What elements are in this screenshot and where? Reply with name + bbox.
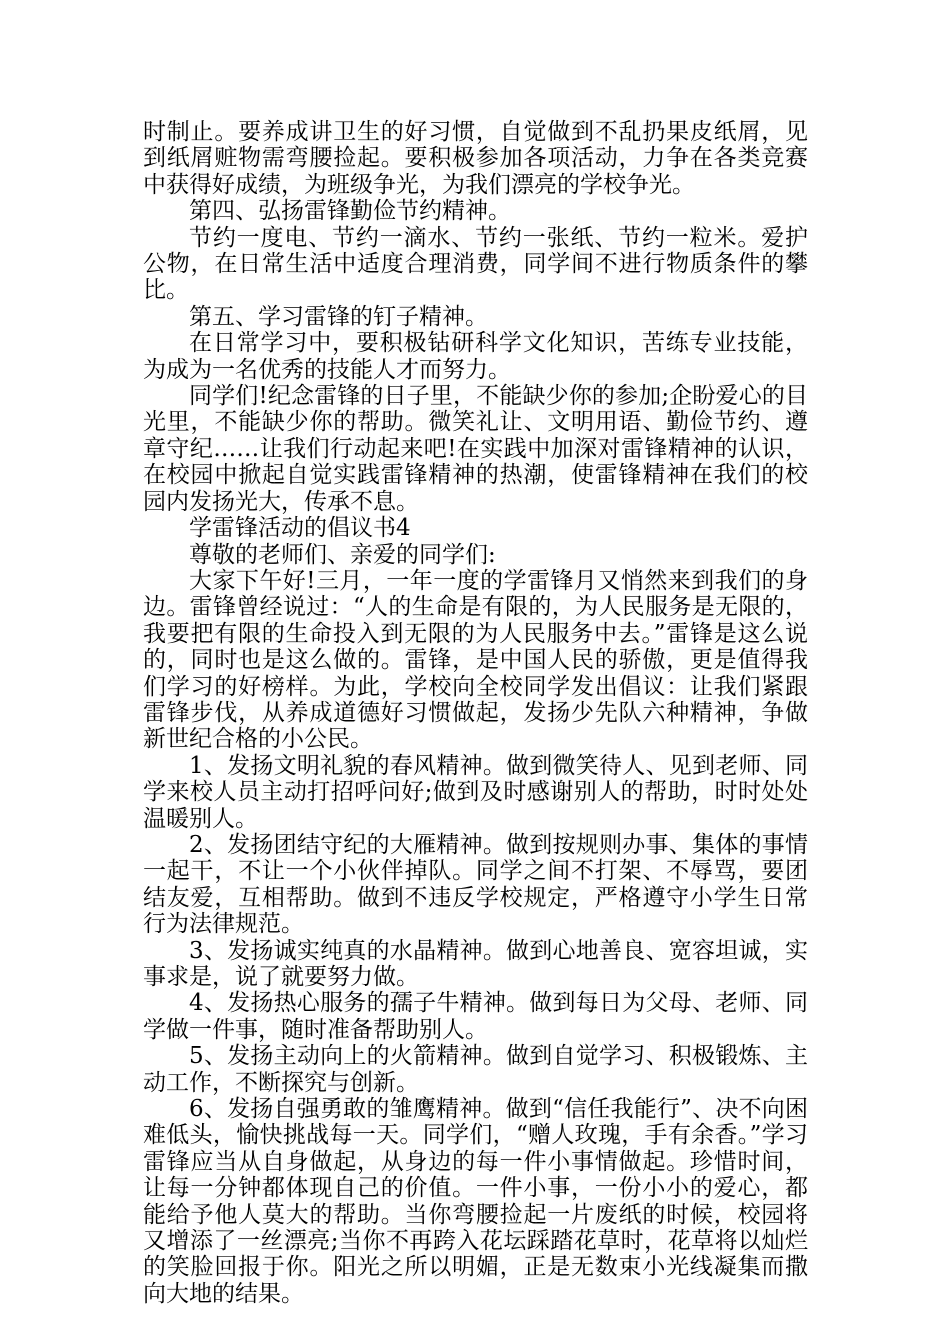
paragraph-intro: 大家下午好!三月，一年一度的学雷锋月又悄然来到我们的身边。雷锋曾经说过：“人的生命是有限的，为人民服务是无限的，我要把有限的生命投入到无限的为人民服务中去。”雷锋是这么说的，同时也是这么做的。雷锋，是中国人民的骄傲，更是值得我们学习的好榜样。为此，学校向全校同学发出倡议：让我们紧跟雷锋步伐，从养成道德好习惯做起，发扬少先队六种精神，争做新世纪合格的小公民。 — [143, 567, 808, 753]
heading-point-four: 第四、弘扬雷锋勤俭节约精神。 — [189, 198, 511, 225]
list-item-2: 2、发扬团结守纪的大雁精神。做到按规则办事、集体的事情一起干，不让一个小伙伴掉队。同学之间不打架、不辱骂，要团结友爱，互相帮助。做到不违反学校规定，严格遵守小学生日常行为法律规范。 — [143, 831, 808, 938]
list-item-3: 3、发扬诚实纯真的水晶精神。做到心地善良、宽容坦诚，实事求是，说了就要努力做。 — [143, 937, 808, 990]
salutation: 尊敬的老师们、亲爱的同学们: — [189, 541, 496, 568]
list-item-6: 6、发扬自强勇敢的雏鹰精神。做到“信任我能行”、决不向困难低头，愉快挑战每一天。同学们，“赠人玫瑰，手有余香。”学习雷锋应当从自身做起，从身边的每一件小事情做起。珍惜时间，让每一分钟都体现自己的价值。一件小事，一份小小的爱心，都能给予他人莫大的帮助。当你弯腰捡起一片废纸的时候，校园将又增添了一丝漂亮;当你不再跨入花坛踩踏花草时，花草将以灿烂的笑脸回报于你。阳光之所以明媚，正是无数束小光线凝集而撒向大地的结果。 — [143, 1096, 808, 1307]
paragraph-continuation: 时制止。要养成讲卫生的好习惯，自觉做到不乱扔果皮纸屑，见到纸屑赃物需弯腰捡起。要积极参加各项活动，力争在各类竞赛中获得好成绩，为班级争光，为我们漂亮的学校争光。 — [143, 119, 808, 198]
list-item-4: 4、发扬热心服务的孺子牛精神。做到每日为父母、老师、同学做一件事，随时准备帮助别人。 — [143, 990, 808, 1043]
paragraph-closing: 同学们!纪念雷锋的日子里，不能缺少你的参加;企盼爱心的目光里，不能缺少你的帮助。微笑礼让、文明用语、勤俭节约、遵章守纪……让我们行动起来吧!在实践中加深对雷锋精神的认识，在校园中掀起自觉实践雷锋精神的热潮，使雷锋精神在我们的校园内发扬光大，传承不息。 — [143, 383, 808, 515]
list-item-1: 1、发扬文明礼貌的春风精神。做到微笑待人、见到老师、同学来校人员主动打招呼问好;做到及时感谢别人的帮助，时时处处温暖别人。 — [143, 752, 808, 832]
heading-point-five: 第五、学习雷锋的钉子精神。 — [189, 303, 488, 330]
document-body — [143, 119, 808, 1307]
paragraph-point-five: 在日常学习中，要积极钻研科学文化知识，苦练专业技能，为成为一名优秀的技能人才而努力。 — [143, 330, 808, 383]
section-title: 学雷锋活动的倡议书4 — [189, 515, 411, 542]
list-item-5: 5、发扬主动向上的火箭精神。做到自觉学习、积极锻炼、主动工作，不断探究与创新。 — [143, 1043, 808, 1096]
paragraph-point-four: 节约一度电、节约一滴水、节约一张纸、节约一粒米。爱护公物，在日常生活中适度合理消费，同学间不进行物质条件的攀比。 — [143, 224, 808, 304]
